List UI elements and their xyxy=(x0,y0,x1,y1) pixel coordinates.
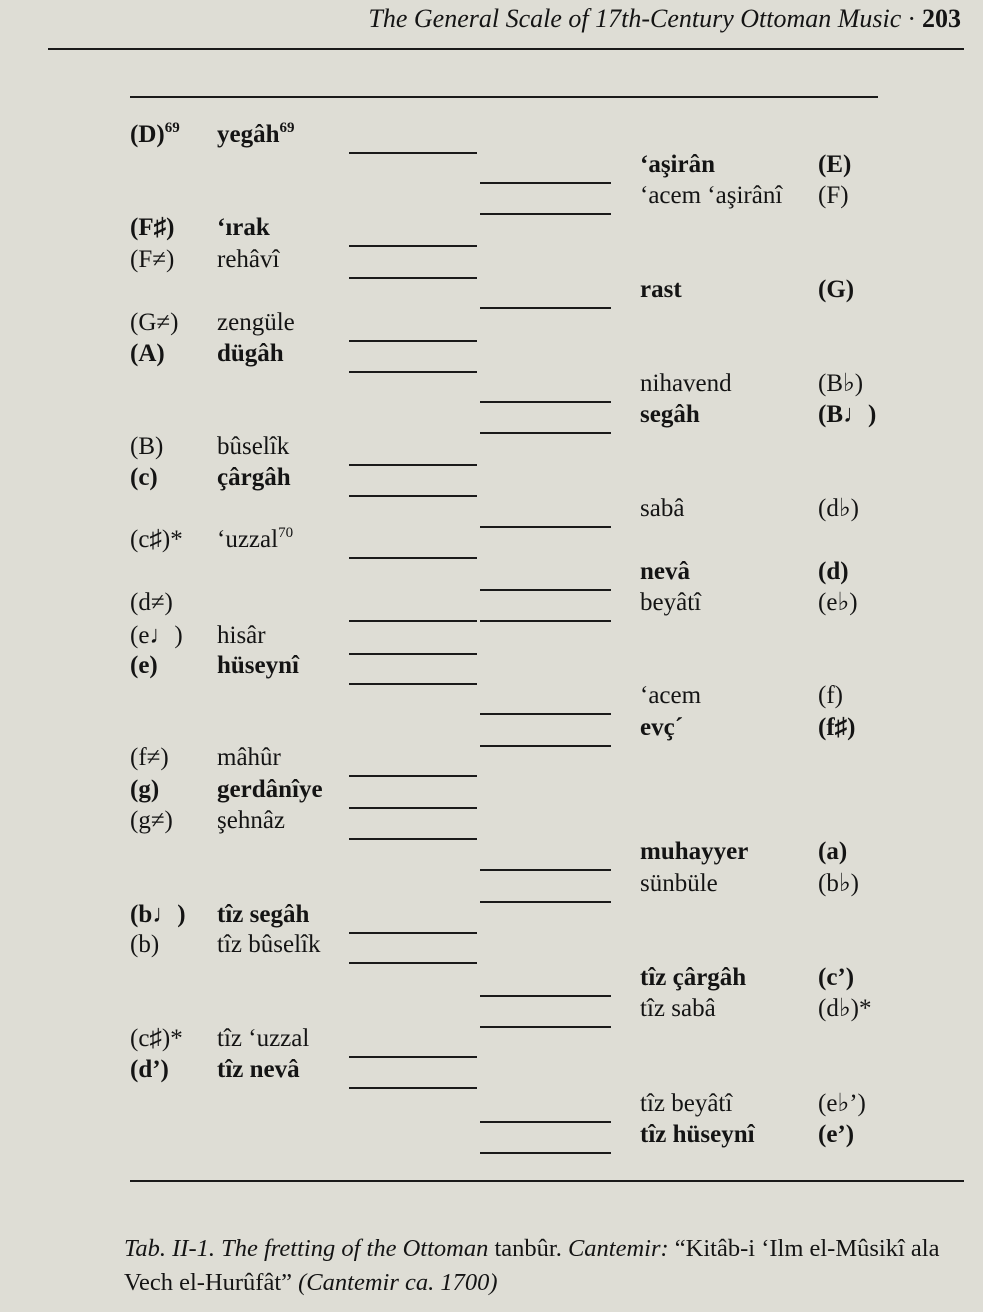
label-text: rehâvî xyxy=(217,246,280,273)
fret-name xyxy=(640,837,748,867)
table-top-rule xyxy=(130,96,878,98)
fret-pitch xyxy=(818,588,858,618)
label-text: (g≠) xyxy=(130,807,173,834)
fret-line xyxy=(349,1087,477,1089)
table-bottom-rule xyxy=(130,1180,964,1182)
fret-name xyxy=(640,369,732,399)
fret-name xyxy=(640,994,716,1024)
caption-word: tanbûr xyxy=(494,1235,556,1262)
fret-line xyxy=(480,432,611,434)
fret-name xyxy=(217,651,299,681)
left-fret-row xyxy=(130,463,500,497)
fret-name xyxy=(217,900,309,930)
right-fret-row xyxy=(480,713,900,747)
fret-pitch xyxy=(130,120,180,150)
fret-line xyxy=(480,1026,611,1028)
fret-name xyxy=(640,713,683,743)
label-text: ʻırak xyxy=(217,214,270,241)
right-fret-row xyxy=(480,1089,900,1123)
fret-name xyxy=(640,681,701,711)
right-fret-row xyxy=(480,494,900,528)
fret-pitch xyxy=(818,400,876,430)
label-text: segâh xyxy=(640,401,700,428)
right-fret-row xyxy=(480,369,900,403)
label-text: (d≠) xyxy=(130,589,173,616)
label-text: hisâr xyxy=(217,622,266,649)
fret-pitch xyxy=(130,900,186,930)
fret-name xyxy=(640,557,690,587)
fret-pitch xyxy=(818,963,854,993)
fret-pitch xyxy=(130,463,158,493)
left-fret-row xyxy=(130,308,500,342)
fret-pitch xyxy=(130,213,174,243)
label-text: tîz sabâ xyxy=(640,995,716,1022)
fret-pitch xyxy=(130,588,173,618)
page-number: 203 xyxy=(922,4,961,33)
right-fret-row xyxy=(480,400,900,434)
label-text: yegâh xyxy=(217,121,280,148)
left-fret-row xyxy=(130,213,500,247)
left-fret-row xyxy=(130,339,500,373)
fret-name xyxy=(217,930,320,960)
label-text: (c’) xyxy=(818,964,855,991)
running-separator: · xyxy=(907,4,916,33)
fret-line xyxy=(480,213,611,215)
label-text: şehnâz xyxy=(217,807,286,834)
label-text: (B♩) xyxy=(818,401,877,428)
fret-pitch xyxy=(818,681,843,711)
fret-line xyxy=(349,962,477,964)
left-fret-row xyxy=(130,775,500,809)
right-fret-row xyxy=(480,150,900,184)
label-text: (G≠) xyxy=(130,309,179,336)
left-fret-row xyxy=(130,930,500,964)
label-text: (F≠) xyxy=(130,246,175,273)
label-text: çârgâh xyxy=(217,464,291,491)
fret-line xyxy=(349,838,477,840)
label-text: (d’) xyxy=(130,1056,169,1083)
right-fret-row xyxy=(480,681,900,715)
fret-name xyxy=(217,245,279,275)
footnote-ref: 70 xyxy=(278,525,294,541)
label-text: ʻuzzal xyxy=(217,526,279,553)
label-text: evç´ xyxy=(640,714,684,741)
fret-pitch xyxy=(818,994,871,1024)
fret-pitch xyxy=(818,557,849,587)
label-text: (B) xyxy=(130,433,164,460)
label-text: (F) xyxy=(818,182,849,209)
header-rule xyxy=(48,48,964,50)
label-text: (B♭) xyxy=(818,370,864,397)
fret-name xyxy=(217,308,295,338)
fret-line xyxy=(349,152,477,154)
fret-pitch xyxy=(818,181,849,211)
fret-pitch xyxy=(130,1024,183,1054)
fret-line xyxy=(349,495,477,497)
fret-name xyxy=(217,806,285,836)
label-text: (c♯)* xyxy=(130,1025,183,1052)
label-text: (d♭) xyxy=(818,495,859,522)
label-text: (e♭) xyxy=(818,589,858,616)
fret-pitch xyxy=(130,621,183,651)
fret-name xyxy=(217,743,281,773)
fret-line xyxy=(480,901,611,903)
label-text: (E) xyxy=(818,151,852,178)
fret-name xyxy=(217,775,323,805)
right-fret-row xyxy=(480,869,900,903)
left-fret-row xyxy=(130,525,500,559)
label-text: (c♯)* xyxy=(130,526,183,553)
label-text: ʻaşirân xyxy=(640,151,715,178)
right-fret-row xyxy=(480,588,900,622)
fret-pitch xyxy=(818,1089,866,1119)
fret-pitch xyxy=(130,308,178,338)
label-text: beyâtî xyxy=(640,589,702,616)
label-text: nevâ xyxy=(640,558,690,585)
fret-name xyxy=(640,494,684,524)
fret-pitch xyxy=(130,525,183,555)
fret-name xyxy=(217,213,270,243)
left-fret-row xyxy=(130,120,500,154)
label-text: (d♭)* xyxy=(818,995,872,1022)
label-text: (e) xyxy=(130,652,158,679)
left-fret-row xyxy=(130,651,500,685)
fret-line xyxy=(349,277,477,279)
label-text: (g) xyxy=(130,776,160,803)
label-text: gerdânîye xyxy=(217,776,323,803)
left-fret-row xyxy=(130,621,500,655)
label-text: tîz nevâ xyxy=(217,1056,300,1083)
fret-name xyxy=(217,463,291,493)
fret-name xyxy=(217,120,295,150)
label-text: (f) xyxy=(818,682,843,709)
right-fret-row xyxy=(480,837,900,871)
fret-pitch xyxy=(130,930,159,960)
left-fret-row xyxy=(130,1055,500,1089)
fret-pitch xyxy=(130,651,158,681)
fret-name xyxy=(640,150,715,180)
label-text: ʻacem ʻaşirânî xyxy=(640,182,783,209)
label-text: (b♭) xyxy=(818,870,859,897)
table-caption: Tab. II-1. The fretting of the Ottoman tanbûr. Cantemir: “Kitâb-i ʻIlm el-Mûsikî ala Vech el-Hurûfât” (Cantemir ca. 1700) xyxy=(124,1235,940,1296)
fret-pitch xyxy=(130,1055,169,1085)
label-text: (D) xyxy=(130,121,165,148)
right-fret-row xyxy=(480,994,900,1028)
label-text: tîz bûselîk xyxy=(217,931,321,958)
label-text: dügâh xyxy=(217,340,284,367)
label-text: tîz hüseynî xyxy=(640,1121,755,1148)
fret-name xyxy=(217,1024,309,1054)
fret-pitch xyxy=(130,339,165,369)
caption-work: “Kitâb-i ʻIlm el-Mûsikî ala Vech el-Hurûfât” xyxy=(124,1235,940,1296)
right-fret-row xyxy=(480,557,900,591)
label-text: (b) xyxy=(130,931,160,958)
fret-pitch xyxy=(130,743,169,773)
label-text: ʻacem xyxy=(640,682,702,709)
left-fret-row xyxy=(130,743,500,777)
fret-name xyxy=(640,275,682,305)
label-text: (e♩) xyxy=(130,622,183,649)
fret-line xyxy=(480,745,611,747)
footnote-ref: 69 xyxy=(279,120,295,136)
label-text: tîz ʻuzzal xyxy=(217,1025,310,1052)
label-text: bûselîk xyxy=(217,433,290,460)
label-text: (f≠) xyxy=(130,744,169,771)
fret-name xyxy=(640,1120,755,1150)
label-text: sabâ xyxy=(640,495,685,522)
label-text: (e♭’) xyxy=(818,1090,866,1117)
fret-pitch xyxy=(130,775,159,805)
label-text: (a) xyxy=(818,838,848,865)
fret-pitch xyxy=(818,869,859,899)
label-text: tîz segâh xyxy=(217,901,310,928)
fret-line xyxy=(349,557,477,559)
label-text: (G) xyxy=(818,276,855,303)
fret-name xyxy=(640,181,782,211)
label-text: (b♩) xyxy=(130,901,186,928)
label-text: sünbüle xyxy=(640,870,718,897)
left-fret-row xyxy=(130,806,500,840)
fret-name xyxy=(217,339,284,369)
fret-pitch xyxy=(818,1120,854,1150)
fret-pitch xyxy=(818,275,854,305)
fret-name xyxy=(640,1089,732,1119)
label-text: (e’) xyxy=(818,1121,855,1148)
label-text: (f♯) xyxy=(818,714,856,741)
fret-name xyxy=(217,525,293,555)
caption-source: (Cantemir ca. 1700) xyxy=(298,1269,498,1296)
label-text: (F♯) xyxy=(130,214,175,241)
fret-pitch xyxy=(818,369,863,399)
right-fret-row xyxy=(480,963,900,997)
label-text: tîz beyâtî xyxy=(640,1090,733,1117)
running-head xyxy=(368,4,961,34)
fret-name xyxy=(640,963,746,993)
fret-line xyxy=(349,371,477,373)
fret-line xyxy=(480,620,611,622)
fret-pitch xyxy=(130,432,163,462)
fret-pitch xyxy=(130,806,173,836)
label-text: zengüle xyxy=(217,309,295,336)
fret-pitch xyxy=(818,837,847,867)
fret-pitch xyxy=(130,245,174,275)
label-text: (c) xyxy=(130,464,158,491)
left-fret-row xyxy=(130,900,500,934)
fret-pitch xyxy=(818,713,855,743)
fret-line xyxy=(349,683,477,685)
fret-name xyxy=(217,1055,300,1085)
right-fret-row xyxy=(480,181,900,215)
fret-name xyxy=(640,869,718,899)
running-title: The General Scale of 17th-Century Ottoman Music xyxy=(368,4,902,33)
fret-name xyxy=(217,621,266,651)
footnote-ref: 69 xyxy=(164,120,180,136)
fret-line xyxy=(480,1152,611,1154)
label-text: nihavend xyxy=(640,370,732,397)
caption-label: Tab. II-1. The fretting of the Ottoman xyxy=(124,1235,489,1262)
fret-line xyxy=(480,526,611,528)
caption-author: Cantemir: xyxy=(567,1235,669,1262)
left-fret-row xyxy=(130,432,500,466)
fret-pitch xyxy=(818,494,859,524)
fret-pitch xyxy=(818,150,851,180)
fret-name xyxy=(640,588,701,618)
left-fret-row xyxy=(130,245,500,279)
label-text: muhayyer xyxy=(640,838,749,865)
label-text: rast xyxy=(640,276,682,303)
right-fret-row xyxy=(480,275,900,309)
label-text: mâhûr xyxy=(217,744,281,771)
fret-name xyxy=(640,400,700,430)
left-fret-row xyxy=(130,588,500,622)
fret-name xyxy=(217,432,289,462)
left-fret-row xyxy=(130,1024,500,1058)
label-text: (d) xyxy=(818,558,849,585)
right-fret-row xyxy=(480,1120,900,1154)
label-text: tîz çârgâh xyxy=(640,964,747,991)
label-text: (A) xyxy=(130,340,165,367)
label-text: hüseynî xyxy=(217,652,299,679)
fret-line xyxy=(480,307,611,309)
